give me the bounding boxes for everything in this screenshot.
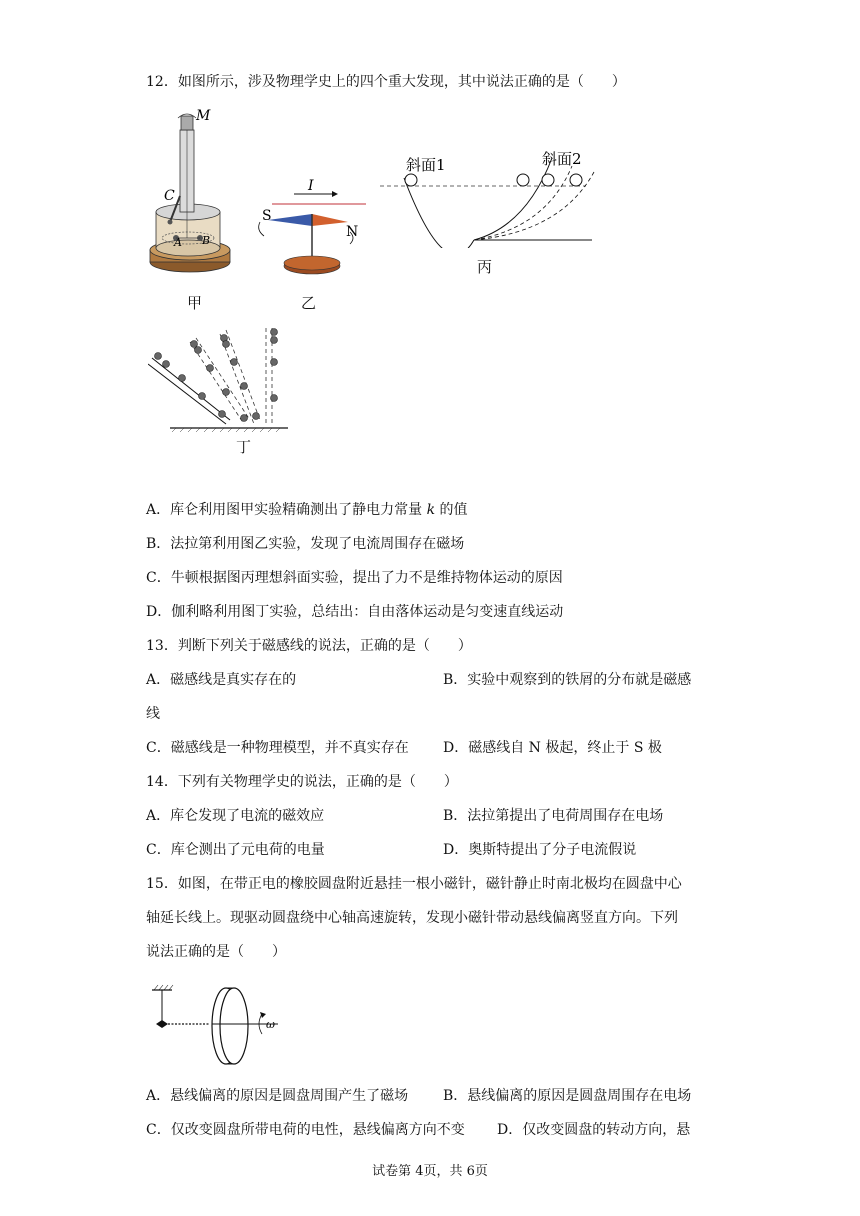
label-B: B: [202, 234, 211, 247]
q13-option-b-cont: 线: [146, 706, 160, 722]
q13-option-b: B．实验中观察到的铁屑的分布就是磁感: [443, 672, 692, 688]
figure-q15-rotating-disk: [150, 984, 300, 1068]
q15-stem-line3: 说法正确的是（ ）: [146, 944, 286, 960]
q14-option-b: B．法拉第提出了电荷周围存在电场: [443, 808, 664, 824]
q15-stem-line2: 轴延长线上。现驱动圆盘绕中心轴高速旋转，发现小磁针带动悬线偏离竖直方向。下列: [146, 910, 678, 926]
q15-option-d: D．仅改变圆盘的转动方向，悬: [497, 1122, 691, 1138]
q12-option-c: C．牛顿根据图丙理想斜面实验，提出了力不是维持物体运动的原因: [146, 570, 563, 586]
q13-option-a: A．磁感线是真实存在的: [146, 672, 297, 688]
figure-bing-label: 丙: [477, 258, 493, 276]
q12-option-b: B．法拉第利用图乙实验，发现了电流周围存在磁场: [146, 536, 465, 552]
figure-bing-ideal-incline: [376, 148, 596, 248]
label-S: S: [262, 208, 272, 224]
figure-jia-label: 甲: [187, 294, 203, 312]
label-omega: ω: [266, 1018, 275, 1031]
label-N: N: [346, 224, 359, 240]
q12-option-a: [146, 500, 468, 520]
figure-jia-torsion-balance: [140, 104, 250, 290]
q14-option-d: D．奥斯特提出了分子电流假说: [443, 842, 637, 858]
page-footer: 试卷第 4页，共 6页: [372, 1164, 488, 1179]
q14-option-a: A．库仑发现了电流的磁效应: [146, 808, 325, 824]
q12-option-a-k: k: [426, 502, 436, 518]
label-I: I: [308, 178, 314, 194]
figure-yi-label: 乙: [301, 294, 317, 312]
q13-option-d: D．磁感线自 N 极起，终止于 S 极: [443, 740, 662, 756]
label-A: A: [174, 236, 182, 249]
q12-option-a-text: A．库仑利用图甲实验精确测出了静电力常量: [146, 502, 427, 518]
q13-stem: 13．判断下列关于磁感线的说法，正确的是（ ）: [146, 638, 472, 654]
figure-ding-galileo: [148, 324, 298, 436]
q13-option-c: C．磁感线是一种物理模型，并不真实存在: [146, 740, 409, 756]
label-incline1: 斜面1: [406, 156, 446, 174]
q14-option-c: C．库仑测出了元电荷的电量: [146, 842, 325, 858]
label-M: M: [196, 108, 211, 124]
label-C: C: [164, 188, 175, 204]
q15-option-b: B．悬线偏离的原因是圆盘周围存在电场: [443, 1088, 692, 1104]
q12-stem: 12．如图所示，涉及物理学史上的四个重大发现，其中说法正确的是（ ）: [146, 74, 626, 90]
figure-yi-oersted: [252, 170, 370, 284]
figure-ding-label: 丁: [236, 438, 252, 456]
label-incline2: 斜面2: [542, 150, 582, 168]
q14-stem: 14．下列有关物理学史的说法，正确的是（ ）: [146, 774, 458, 790]
q12-option-a-tail: 的值: [435, 502, 468, 518]
q15-option-a: A．悬线偏离的原因是圆盘周围产生了磁场: [146, 1088, 409, 1104]
q15-stem-line1: 15．如图，在带正电的橡胶圆盘附近悬挂一根小磁针，磁针静止时南北极均在圆盘中心: [146, 876, 682, 892]
q12-option-d: D．伽利略利用图丁实验，总结出：自由落体运动是匀变速直线运动: [146, 604, 564, 620]
q15-option-c: C．仅改变圆盘所带电荷的电性，悬线偏离方向不变: [146, 1122, 465, 1138]
